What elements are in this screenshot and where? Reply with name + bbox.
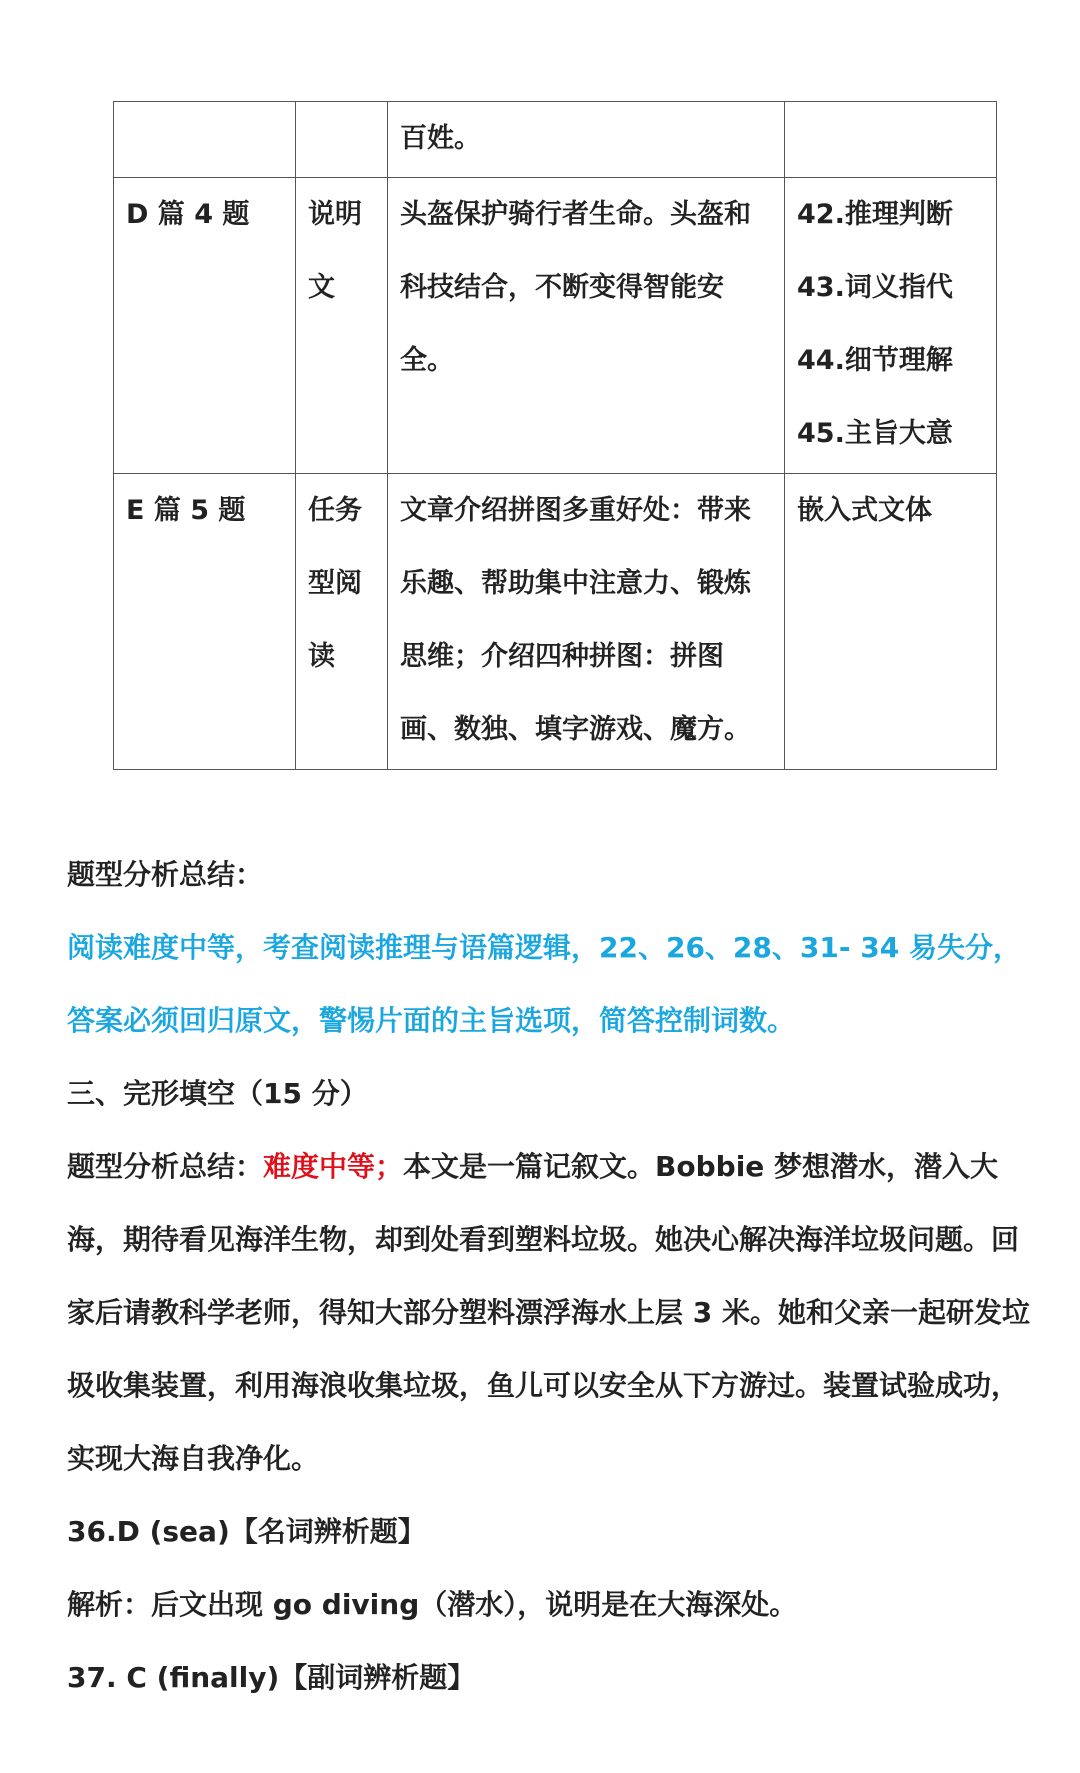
passage-cell: [114, 102, 296, 178]
reading-analysis-table: [113, 101, 997, 770]
question-type: 42.推理判断: [797, 199, 953, 230]
section-title: 三、完形填空（15 分）: [67, 1077, 368, 1110]
difficulty-label: 难度中等；: [263, 1150, 404, 1183]
table-row: [114, 102, 997, 178]
questions-cell: [785, 474, 997, 770]
summary-cell: 头盔保护骑行者生命。头盔和科技结合，不断变得智能安全。: [388, 178, 785, 474]
genre-cell: [296, 102, 388, 178]
question-type: 45.主旨大意: [797, 418, 953, 449]
answer-item: 36.D (sea)【名词辨析题】: [67, 1515, 426, 1548]
table-row: [114, 178, 997, 474]
genre-cell: 说明文: [296, 178, 388, 474]
summary-cell: 文章介绍拼图多重好处：带来乐趣、帮助集中注意力、锻炼思维；介绍四种拼图：拼图画、数独、填字游戏、魔方。: [388, 474, 785, 770]
reading-summary-highlight: 阅读难度中等，考查阅读推理与语篇逻辑，22、26、28、31- 34 易失分，答案必须回归原文，警惕片面的主旨选项，简答控制词数。: [67, 931, 1021, 1037]
passage-cell: E 篇 5 题: [114, 474, 296, 770]
questions-cell: [785, 102, 997, 178]
questions-cell: [785, 178, 997, 474]
summary-text: 本文是一篇记叙文。Bobbie 梦想潜水，潜入大海，期待看见海洋生物，却到处看到塑料垃圾。她决心解决海洋垃圾问题。回家后请教科学老师，得知大部分塑料漂浮海水上层 3 米。她和父亲一起研发垃圾收集装置，利用海浪收集垃圾，鱼儿可以安全从下方游过。装置试验成功，实现大海自我净化。: [67, 1150, 1030, 1475]
answer-item: 37. C (finally)【副词辨析题】: [67, 1661, 476, 1694]
question-type: 43.词义指代: [797, 272, 953, 303]
question-type: 44.细节理解: [797, 345, 953, 376]
answer-explanation: 解析：后文出现 go diving（潜水），说明是在大海深处。: [67, 1588, 798, 1621]
summary-cell: 百姓。: [388, 102, 785, 178]
reading-summary-heading: 题型分析总结：: [67, 858, 264, 891]
cloze-summary: [67, 1130, 1037, 1495]
passage-cell: D 篇 4 题: [114, 178, 296, 474]
summary-label: 题型分析总结：: [67, 1150, 264, 1183]
question-type: 嵌入式文体: [797, 495, 932, 526]
table-row: [114, 474, 997, 770]
genre-cell: 任务型阅读: [296, 474, 388, 770]
